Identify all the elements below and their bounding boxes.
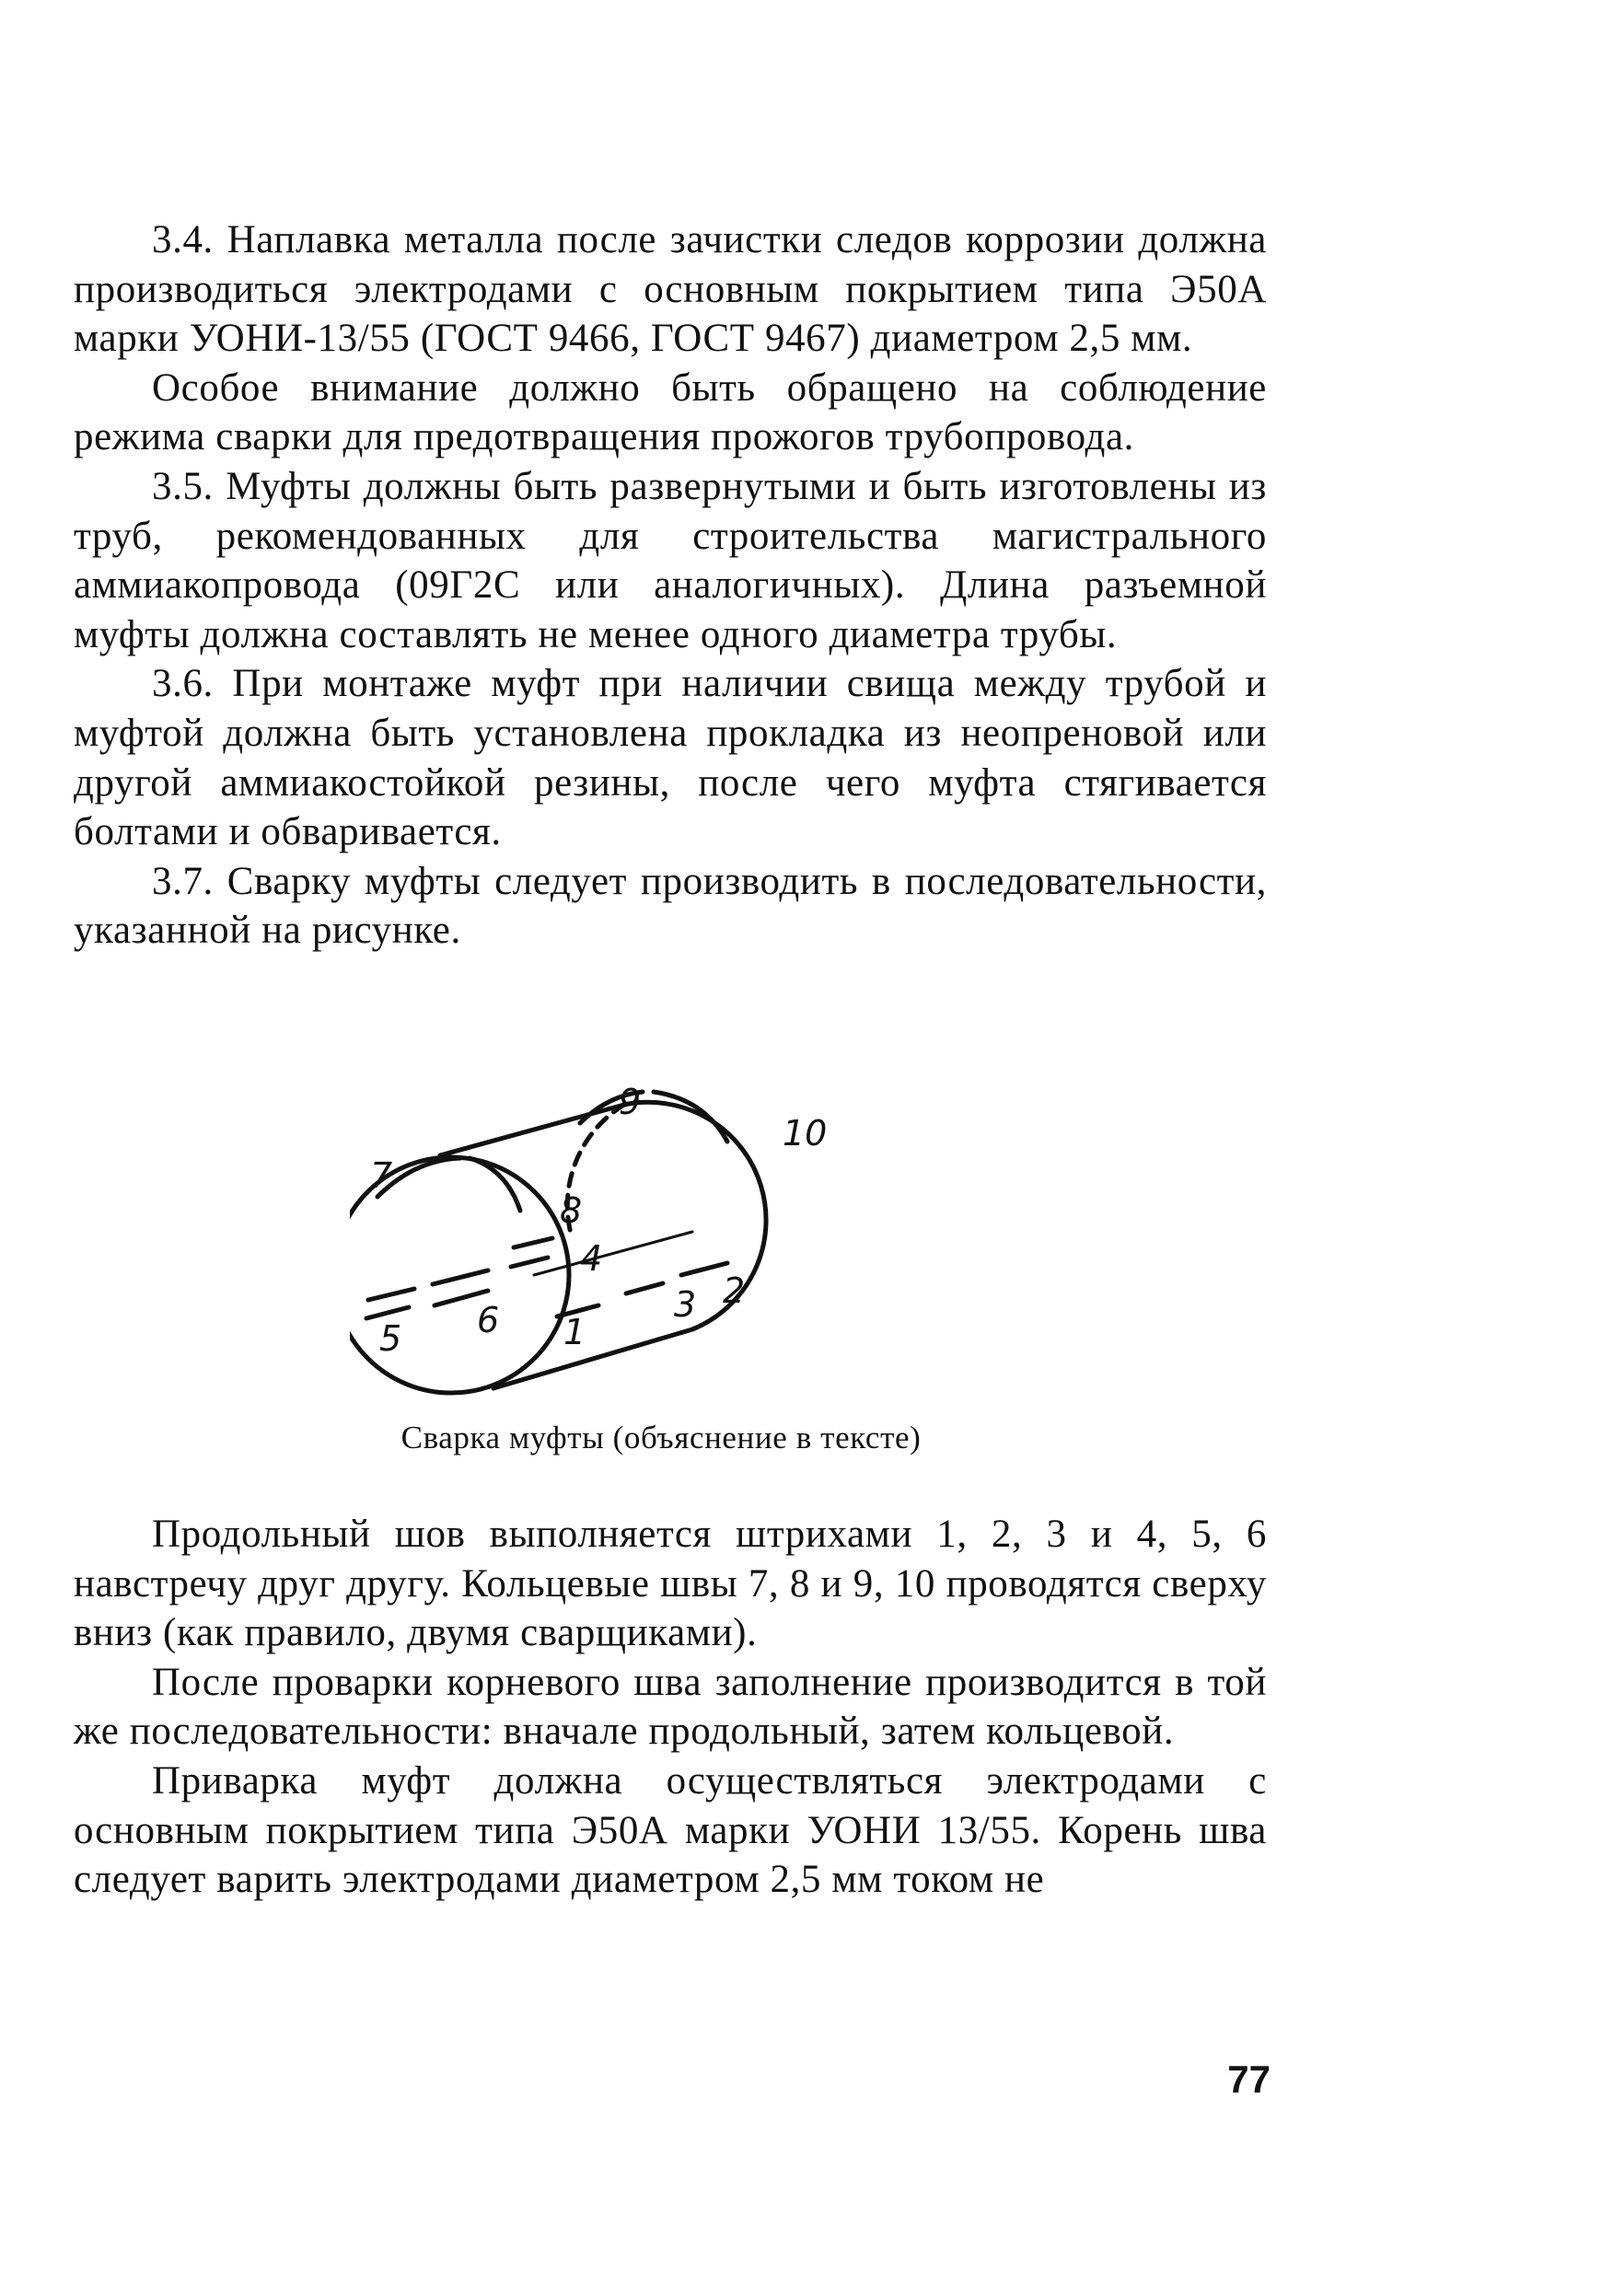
weld-stroke-4: [511, 1258, 548, 1267]
longitudinal-seam: [534, 1232, 692, 1275]
figure-label-9: 9: [619, 1086, 642, 1122]
paragraph-sleeve-welding: Приварка муфт должна осуществляться электродами с основным покрытием типа Э50А марки УОНИ 13/55. Корень шва следует варить электродами диаметром 2,5 мм током не: [74, 1758, 1267, 1902]
figure-label-3: 3: [674, 1284, 697, 1325]
weld-stroke-2: [681, 1263, 727, 1275]
paragraph-3-7: 3.7. Сварку муфты следует производить в последовательности, указанной на рисунке.: [74, 859, 1267, 953]
paragraph-3-6: 3.6. При монтаже муфт при наличии свища между трубой и муфтой должна быть установлена прокладка из неопреновой или другой аммиакостойкой резины, после чего муфта стягивается болтами и обваривается.: [74, 662, 1267, 854]
figure-label-6: 6: [477, 1300, 500, 1340]
weld-stroke-6: [433, 1270, 488, 1284]
figure-label-2: 2: [723, 1270, 746, 1311]
weld-stroke-3: [626, 1283, 663, 1293]
weld-stroke-4b: [514, 1238, 552, 1247]
figure-label-10: 10: [783, 1113, 828, 1154]
page-number: 77: [1227, 2058, 1271, 2101]
paragraph-root-seam: После проварки корневого шва заполнение производится в той же последовательности: вначале продольный, затем кольцевой.: [74, 1660, 1267, 1754]
pipe-top-edge: [440, 1105, 624, 1155]
paragraph-longitudinal-seam: Продольный шов выполняется штрихами 1, 2, 3 и 4, 5, 6 навстречу друг другу. Кольцевые швы 7, 8 и 9, 10 проводятся сверху вниз (как правило, двумя сварщиками).: [74, 1513, 1267, 1655]
sleeve-welding-figure: [350, 1086, 884, 1455]
figure-caption: Сварка муфты (объяснение в тексте): [400, 1420, 922, 1455]
weld-arc-10: [654, 1092, 727, 1142]
weld-stroke-5: [368, 1289, 414, 1300]
paragraph-3-4: 3.4. Наплавка металла после зачистки следов коррозии должна производиться электродами с основным покрытием типа Э50А марки УОНИ-13/55 (ГОСТ 9466, ГОСТ 9467) диаметром 2,5 мм.: [74, 218, 1267, 361]
figure-label-5: 5: [379, 1318, 402, 1359]
pipe-bottom-edge: [493, 1329, 692, 1388]
text-block-bottom: [74, 1510, 1267, 1905]
paragraph-attention: Особое внимание должно быть обращено на соблюдение режима сварки для предотвращения прожогов трубопровода.: [74, 365, 1267, 459]
figure-label-1: 1: [563, 1312, 586, 1352]
paragraph-3-5: 3.5. Муфты должны быть развернутыми и быть изготовлены из труб, рекомендованных для строительства магистрального аммиакопровода (09Г2С или аналогичных). Длина разъемной муфты должна составлять не менее одного диаметра трубы.: [74, 464, 1267, 656]
text-block-top: [74, 215, 1267, 956]
figure-label-8: 8: [560, 1190, 583, 1231]
figure-label-7: 7: [370, 1155, 393, 1196]
figure-label-4: 4: [580, 1238, 603, 1279]
weld-stroke-5b: [366, 1307, 409, 1318]
